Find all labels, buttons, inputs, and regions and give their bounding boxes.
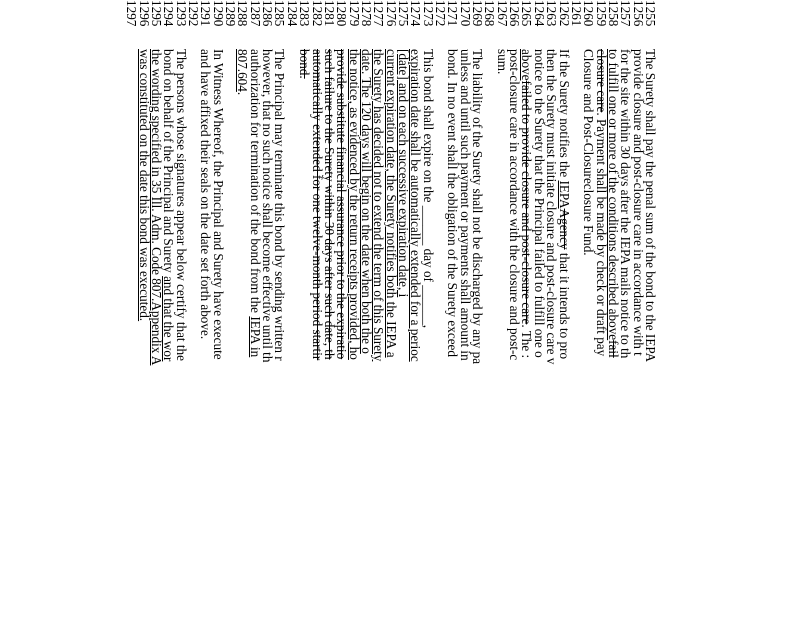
line-number: 1288	[235, 0, 251, 27]
struck-text: provide substitute financial assurance prior to the expiratio	[334, 49, 350, 360]
line-number: 1259	[593, 0, 609, 27]
inserted-text: was constituted on the date this bond was executed.	[136, 49, 152, 322]
text-segment: The persons whose signatures appear below certify that the	[173, 49, 189, 361]
text-segment: authorization for termination of the bond from the	[247, 49, 263, 317]
line-number: 1274	[408, 0, 424, 27]
text-segment: bond. In no event shall the obligation of the Surety exceed	[445, 49, 461, 357]
line-number: 1262	[556, 0, 572, 27]
line-text	[581, 49, 595, 256]
inserted-text: and that the wor	[161, 276, 177, 362]
line-number: 1279	[346, 0, 362, 27]
line-number: 1272	[433, 0, 449, 27]
line-number: 1255	[643, 0, 658, 27]
struck-text: such failure to the Surety within 30 days after such date, th	[321, 49, 337, 360]
line-number: 1294	[161, 0, 177, 27]
line-number: 1265	[519, 0, 535, 27]
line-number: 1273	[420, 0, 436, 27]
text-segment: sum.	[494, 49, 510, 75]
text-segment: .	[235, 91, 251, 96]
text-segment: post-closure care in accordance with the closure and post-c	[507, 49, 523, 361]
line-number: 1291	[198, 0, 214, 27]
inserted-text: [date] and on each successive expiration date, i	[396, 49, 411, 298]
line-number: 1261	[568, 0, 584, 27]
inserted-text: to fulfill one or more of the conditions described above	[605, 49, 621, 341]
line-number: 1287	[247, 0, 263, 27]
text-segment: The Surety shall pay the penal sum of the bond to the IEPA	[643, 49, 658, 363]
line-number: 1290	[210, 0, 226, 27]
line-number: 1270	[457, 0, 473, 27]
line-number: 1284	[284, 0, 300, 27]
line-text	[507, 49, 521, 360]
inserted-text: the notice, as evidenced by the return receipts provided, ho	[346, 49, 362, 360]
line-number: 1263	[544, 0, 560, 27]
line-number: 1267	[494, 0, 510, 27]
line-number: 1285	[272, 0, 288, 27]
inserted-text: IEPA	[556, 180, 572, 209]
line-text	[236, 49, 250, 95]
line-number: 1277	[371, 0, 387, 27]
line-number: 1282	[309, 0, 325, 27]
line-number: 1269	[470, 0, 486, 27]
struck-text: Agency	[556, 208, 572, 250]
text-segment: provide closure and post-closure care in accordance with t	[630, 49, 646, 356]
line-number: 1276	[383, 0, 399, 27]
line-number: 1260	[581, 0, 597, 27]
inserted-text: date. The 120 days will begin on the date when both the o	[358, 49, 374, 354]
inserted-text: current expiration date, the Surety notifies both the IEPA a	[383, 49, 399, 358]
line-text	[310, 49, 324, 360]
text-segment: unless and until such payment or payments shall amount in	[457, 49, 473, 361]
line-number: 1271	[445, 0, 461, 27]
line-number: 1286	[260, 0, 276, 27]
line-text	[495, 49, 509, 74]
text-segment: . The :	[519, 324, 535, 359]
inserted-text: expiration date shall be automatically extended for a perioc	[408, 49, 424, 362]
line-number: 1268	[482, 0, 498, 27]
struck-text: fail	[605, 340, 621, 358]
text-segment: In Witness Whereof, the Principal and Surety have execute	[210, 49, 226, 360]
inserted-text: 807.604	[235, 49, 251, 92]
struck-text: bond.	[297, 49, 313, 79]
text-segment: bond on behalf of the Principal and Surety	[161, 49, 177, 277]
line-number: 1280	[334, 0, 350, 27]
text-segment: for the site within 30 days after the IEPA mails notice to th	[618, 49, 634, 359]
line-number: 1256	[630, 0, 646, 27]
line-number: 1295	[149, 0, 164, 27]
text-segment: and have affixed their seals on the date set forth above.	[198, 49, 214, 340]
struck-text: failed to provide closure and post-closure care	[519, 80, 535, 325]
text-segment: The liability of the Surety shall not be discharged by any pa	[470, 49, 486, 365]
line-text	[445, 49, 459, 357]
line-number: 1296	[136, 0, 152, 27]
inserted-text: above	[519, 49, 535, 81]
line-number: 1264	[531, 0, 547, 27]
text-segment: This bond shall expire on the ______ day of ______,	[420, 49, 436, 329]
line-number: 1258	[605, 0, 621, 27]
line-number: 1278	[358, 0, 374, 27]
line-number: 1283	[297, 0, 313, 27]
text-segment: Closure and Post-Closureclosure Fund.	[581, 49, 597, 256]
struck-text: closure care	[593, 49, 609, 113]
text-segment: then the Surety must initiate closure and post-closure care v	[544, 49, 560, 365]
text-segment: . Payment shall be made by check or draft pay	[593, 112, 609, 357]
inserted-text: the wording specified in 35 Ill. Adm. Code 807.Appendix A	[149, 49, 164, 366]
inserted-text: the Surety has decided not to extend the term of this Surety	[371, 49, 387, 362]
line-number: 1281	[321, 0, 337, 27]
line-number: 1292	[186, 0, 201, 27]
text-segment: If the Surety notifies the	[556, 49, 572, 181]
line-text	[198, 49, 212, 339]
line-number: 1289	[223, 0, 239, 27]
text-segment: that it intends to pro	[556, 249, 572, 360]
line-number: 1266	[507, 0, 523, 27]
line-number: 1275	[396, 0, 411, 27]
line-number: 1257	[618, 0, 634, 27]
text-segment: notice to the Surety that the Principal failed to fulfill one o	[531, 49, 547, 358]
text-segment: The Principal may terminate this bond by sending written r	[272, 49, 288, 361]
line-text	[297, 49, 311, 79]
text-segment: however, that no such notice shall become effective until th	[260, 49, 276, 363]
line-number: 1293	[173, 0, 189, 27]
line-text	[137, 49, 151, 321]
inserted-text: IEPA in	[247, 316, 263, 358]
line-text	[248, 49, 262, 357]
line-number: 1297	[124, 0, 140, 27]
struck-text: automatically extended for one twelve-month period startir	[309, 49, 325, 361]
